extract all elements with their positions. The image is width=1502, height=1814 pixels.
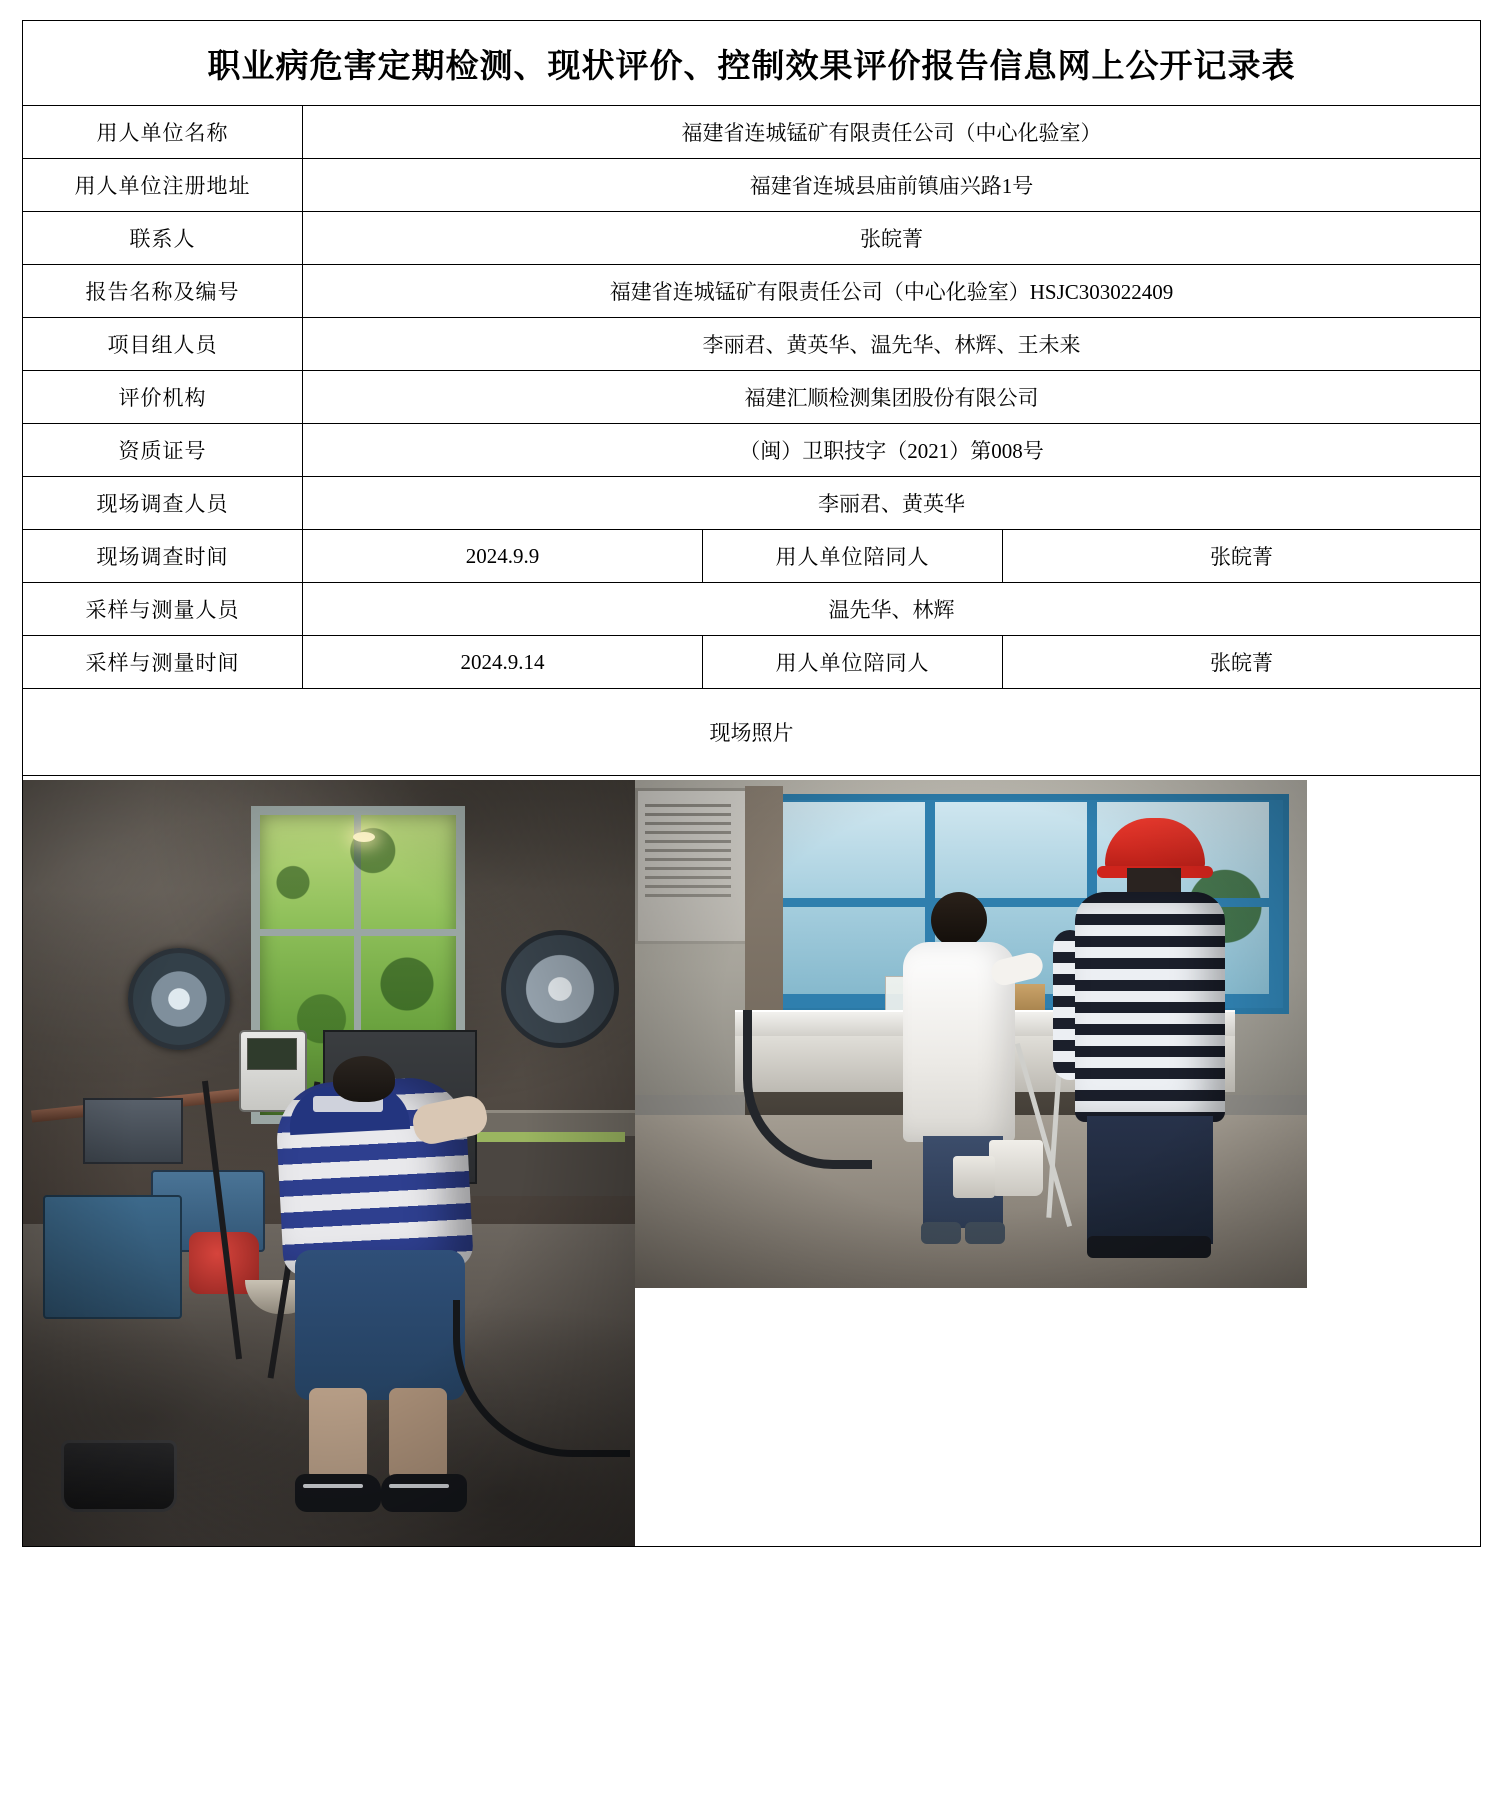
- table-row: [23, 371, 1481, 424]
- row-label-assessment-agency: 评价机构: [23, 371, 303, 424]
- table-row: [23, 530, 1481, 583]
- row-value-sampling-time: 2024.9.14: [303, 636, 703, 689]
- table-row: [23, 159, 1481, 212]
- table-row: [23, 212, 1481, 265]
- row-label-qualification-number: 资质证号: [23, 424, 303, 477]
- row-label-employer-name: 用人单位名称: [23, 106, 303, 159]
- photo1-vignette: [23, 780, 635, 1546]
- row-value-employer-name: 福建省连城锰矿有限责任公司（中心化验室）: [303, 106, 1481, 159]
- photo-container: [23, 776, 1480, 1546]
- row-value-contact-person: 张皖菁: [303, 212, 1481, 265]
- table-row: [23, 636, 1481, 689]
- photos-cell: [23, 776, 1481, 1547]
- row-label-site-survey-staff: 现场调查人员: [23, 477, 303, 530]
- table-row-title: [23, 21, 1481, 106]
- row-value-registered-address: 福建省连城县庙前镇庙兴路1号: [303, 159, 1481, 212]
- page-title: 职业病危害定期检测、现状评价、控制效果评价报告信息网上公开记录表: [23, 21, 1481, 106]
- row-value-sampling-staff: 温先华、林辉: [303, 583, 1481, 636]
- table-row: [23, 106, 1481, 159]
- row-label-contact-person: 联系人: [23, 212, 303, 265]
- row-value-qualification-number: （闽）卫职技字（2021）第008号: [303, 424, 1481, 477]
- row-label-project-team: 项目组人员: [23, 318, 303, 371]
- workshop-dust-measurement-photo: [23, 780, 635, 1546]
- row-label-survey-accompany: 用人单位陪同人: [703, 530, 1003, 583]
- row-label-report-name-number: 报告名称及编号: [23, 265, 303, 318]
- photo2-vignette: [635, 780, 1307, 1288]
- table-row: [23, 583, 1481, 636]
- laboratory-bench-sampling-photo: [635, 780, 1307, 1288]
- table-row: [23, 265, 1481, 318]
- row-value-site-survey-staff: 李丽君、黄英华: [303, 477, 1481, 530]
- row-value-assessment-agency: 福建汇顺检测集团股份有限公司: [303, 371, 1481, 424]
- row-label-sampling-accompany: 用人单位陪同人: [703, 636, 1003, 689]
- row-value-survey-accompany: 张皖菁: [1003, 530, 1481, 583]
- table-row-photos-header: [23, 689, 1481, 776]
- photos-section-title: 现场照片: [23, 689, 1481, 776]
- row-label-sampling-staff: 采样与测量人员: [23, 583, 303, 636]
- row-value-report-name-number: 福建省连城锰矿有限责任公司（中心化验室）HSJC303022409: [303, 265, 1481, 318]
- row-value-project-team: 李丽君、黄英华、温先华、林辉、王未来: [303, 318, 1481, 371]
- row-label-site-survey-time: 现场调查时间: [23, 530, 303, 583]
- row-value-sampling-accompany: 张皖菁: [1003, 636, 1481, 689]
- table-row: [23, 318, 1481, 371]
- table-row: [23, 424, 1481, 477]
- row-label-registered-address: 用人单位注册地址: [23, 159, 303, 212]
- public-disclosure-record-table: [22, 20, 1481, 1547]
- table-row: [23, 477, 1481, 530]
- row-label-sampling-time: 采样与测量时间: [23, 636, 303, 689]
- row-value-site-survey-time: 2024.9.9: [303, 530, 703, 583]
- table-row-photos: [23, 776, 1481, 1547]
